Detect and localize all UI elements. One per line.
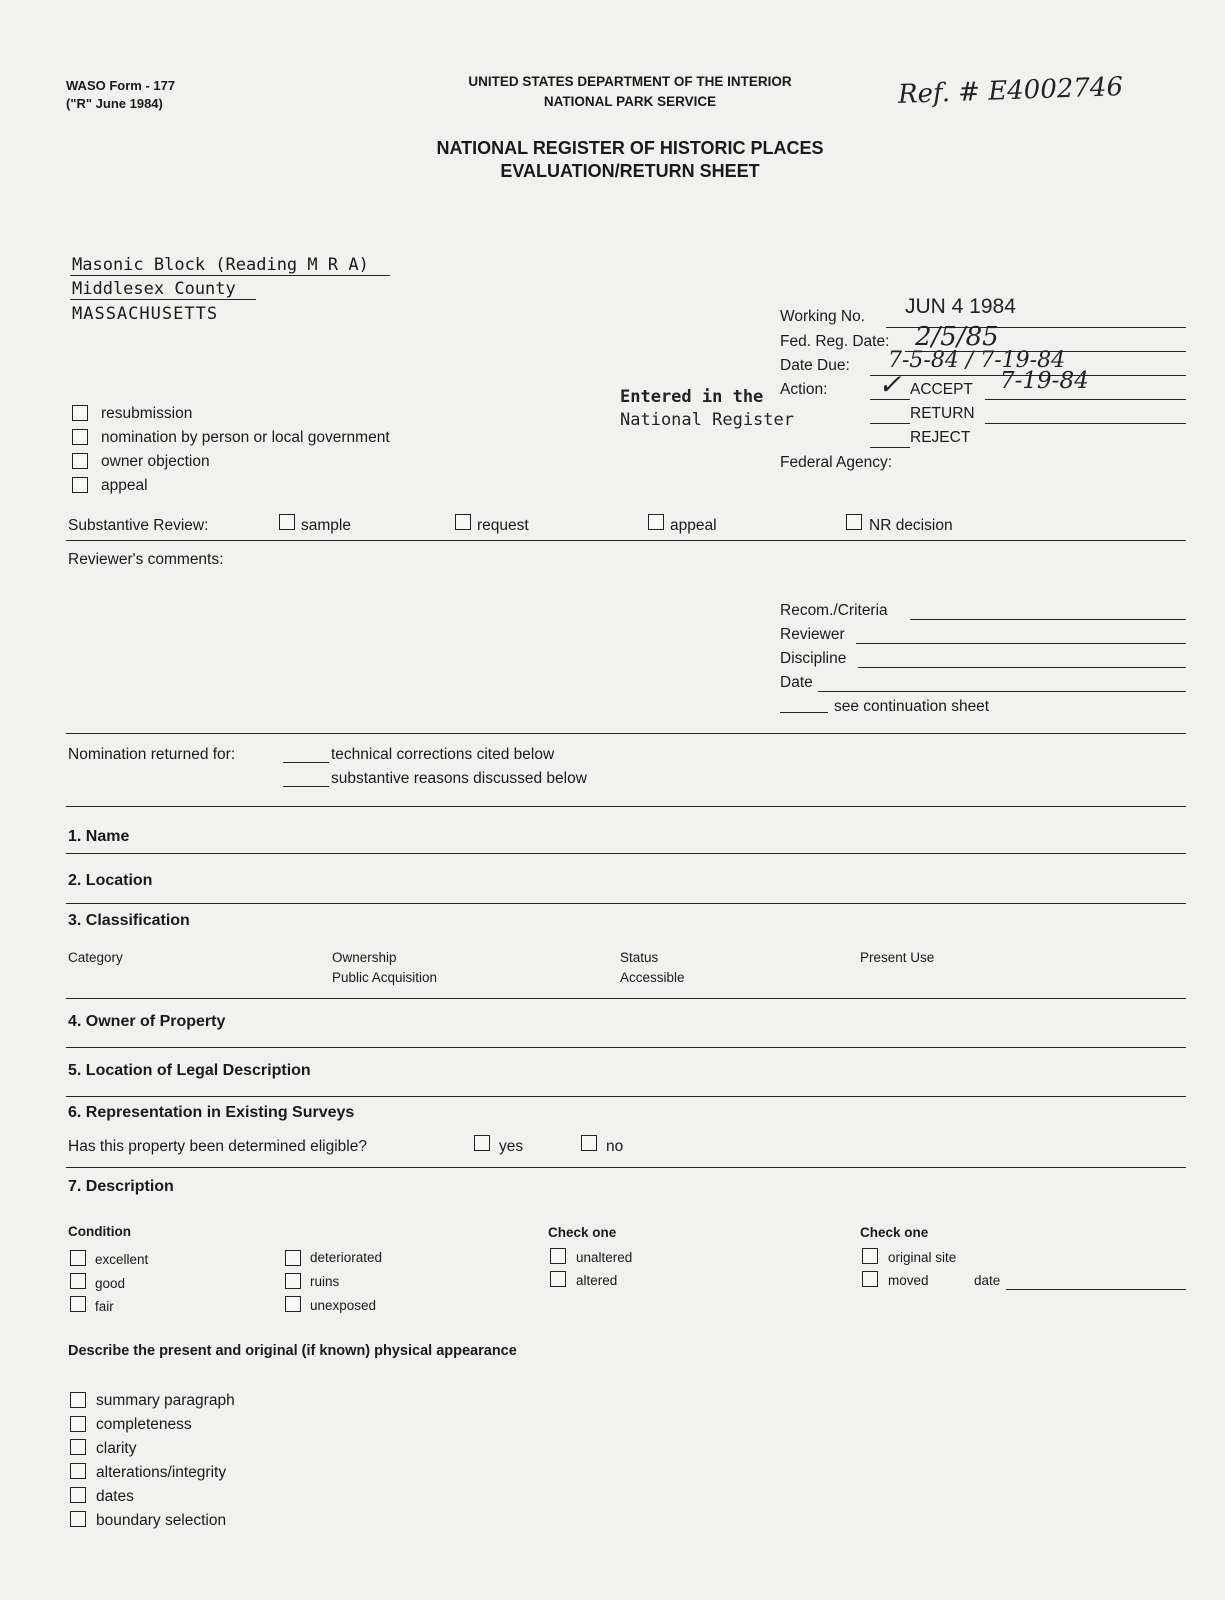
unexposed-label: unexposed <box>310 1298 377 1313</box>
nr-decision-checkbox[interactable] <box>846 514 862 530</box>
check-one-label-1: Check one <box>548 1225 617 1240</box>
form-date: ("R" June 1984) <box>66 96 163 111</box>
reviewer-comments-label: Reviewer's comments: <box>68 551 224 568</box>
technical-corrections-label: technical corrections cited below <box>331 746 555 763</box>
status-label: Status <box>620 950 659 965</box>
fed-reg-date-label: Fed. Reg. Date: <box>780 333 890 350</box>
continuation-label: see continuation sheet <box>834 698 990 715</box>
reviewer-label: Reviewer <box>780 626 845 643</box>
divider <box>66 853 1186 854</box>
return-label[interactable]: RETURN <box>910 405 975 422</box>
owner-objection-label: owner objection <box>101 453 210 470</box>
moved-checkbox[interactable] <box>862 1271 878 1287</box>
working-no-label: Working No. <box>780 308 865 325</box>
entered-stamp-line2: National Register <box>620 410 794 430</box>
federal-agency-label: Federal Agency: <box>780 454 893 471</box>
moved-date-label: date <box>974 1273 1001 1288</box>
property-name-underline <box>70 275 390 276</box>
accept-date-line <box>985 399 1186 400</box>
reviewer-date-line[interactable] <box>818 691 1186 692</box>
boundary-selection-label: boundary selection <box>96 1512 227 1529</box>
page-subtitle: EVALUATION/RETURN SHEET <box>500 161 760 181</box>
form-number: WASO Form - 177 <box>66 78 176 93</box>
divider <box>66 806 1186 807</box>
completeness-label: completeness <box>96 1416 192 1433</box>
service-name: NATIONAL PARK SERVICE <box>543 94 717 109</box>
section-legal-description-heading: 5. Location of Legal Description <box>68 1062 311 1079</box>
good-label: good <box>95 1276 126 1291</box>
property-county: Middlesex County <box>72 279 236 299</box>
deteriorated-checkbox[interactable] <box>285 1250 301 1266</box>
alterations-integrity-label: alterations/integrity <box>96 1464 227 1481</box>
original-site-label: original site <box>888 1250 957 1265</box>
alterations-integrity-checkbox[interactable] <box>70 1463 86 1479</box>
appearance-label: Describe the present and original (if known) physical appearance <box>68 1343 517 1359</box>
section-classification-heading: 3. Classification <box>68 912 190 929</box>
section-description-heading: 7. Description <box>68 1178 174 1195</box>
sample-checkbox[interactable] <box>279 514 295 530</box>
page-title: NATIONAL REGISTER OF HISTORIC PLACES <box>436 138 824 158</box>
property-county-underline <box>70 299 256 300</box>
divider <box>66 998 1186 999</box>
ruins-label: ruins <box>310 1274 340 1289</box>
present-use-label: Present Use <box>860 950 935 965</box>
accept-check-mark: ✓ <box>878 368 902 401</box>
substantive-review-label: Substantive Review: <box>68 517 209 534</box>
substantive-reasons-line[interactable] <box>283 786 329 787</box>
department-name: UNITED STATES DEPARTMENT OF THE INTERIOR <box>468 74 792 89</box>
unaltered-checkbox[interactable] <box>550 1248 566 1264</box>
request-checkbox[interactable] <box>455 514 471 530</box>
divider <box>66 1167 1186 1168</box>
section-name-heading: 1. Name <box>68 828 130 845</box>
property-state: MASSACHUSETTS <box>72 304 219 324</box>
request-label: request <box>477 517 529 534</box>
altered-label: altered <box>576 1273 618 1288</box>
appeal-checkbox[interactable] <box>72 477 88 493</box>
eligible-yes-checkbox[interactable] <box>474 1135 490 1151</box>
moved-date-line[interactable] <box>1006 1289 1186 1290</box>
return-date-line <box>985 423 1186 424</box>
reject-label[interactable]: REJECT <box>910 429 971 446</box>
owner-objection-checkbox[interactable] <box>72 453 88 469</box>
working-no-value[interactable]: JUN 4 1984 <box>905 295 1016 318</box>
public-acquisition-label: Public Acquisition <box>332 970 438 985</box>
reviewer-date-label: Date <box>780 674 813 691</box>
summary-paragraph-checkbox[interactable] <box>70 1392 86 1408</box>
discipline-line[interactable] <box>858 667 1186 668</box>
summary-paragraph-label: summary paragraph <box>96 1392 235 1409</box>
divider <box>66 1047 1186 1048</box>
section-location-heading: 2. Location <box>68 872 153 889</box>
technical-corrections-line[interactable] <box>283 762 329 763</box>
date-due-value[interactable]: 7-5-84 / 7-19-84 <box>888 348 1066 373</box>
review-appeal-label: appeal <box>670 517 717 534</box>
nomination-by-person-checkbox[interactable] <box>72 429 88 445</box>
divider <box>66 1096 1186 1097</box>
section-owner-heading: 4. Owner of Property <box>68 1013 226 1030</box>
reviewer-line[interactable] <box>856 643 1186 644</box>
nomination-by-person-label: nomination by person or local government <box>101 429 390 446</box>
ruins-checkbox[interactable] <box>285 1273 301 1289</box>
eligibility-question: Has this property been determined eligible? <box>68 1138 367 1155</box>
appeal-label: appeal <box>101 477 148 494</box>
action-label: Action: <box>780 381 828 398</box>
clarity-checkbox[interactable] <box>70 1439 86 1455</box>
dates-label: dates <box>96 1488 134 1505</box>
accept-date[interactable]: 7-19-84 <box>1000 368 1089 394</box>
discipline-label: Discipline <box>780 650 847 667</box>
divider <box>66 733 1186 734</box>
category-label: Category <box>68 950 123 965</box>
original-site-checkbox[interactable] <box>862 1248 878 1264</box>
section-surveys-heading: 6. Representation in Existing Surveys <box>68 1104 355 1121</box>
entered-stamp-line1: Entered in the <box>620 387 764 407</box>
eligible-no-label: no <box>606 1138 624 1155</box>
accessible-label: Accessible <box>620 970 685 985</box>
unaltered-label: unaltered <box>576 1250 633 1265</box>
boundary-selection-checkbox[interactable] <box>70 1511 86 1527</box>
ownership-label: Ownership <box>332 950 397 965</box>
nr-decision-label: NR decision <box>869 517 953 534</box>
fair-label: fair <box>95 1299 114 1314</box>
eligible-no-checkbox[interactable] <box>581 1135 597 1151</box>
return-line <box>870 423 910 424</box>
accept-label[interactable]: ACCEPT <box>910 381 973 398</box>
date-due-label: Date Due: <box>780 357 850 374</box>
property-name: Masonic Block (Reading M R A) <box>72 255 369 275</box>
reject-line <box>870 447 910 448</box>
ref-number: Ref. # E4002746 <box>897 72 1124 110</box>
recom-criteria-line[interactable] <box>910 619 1186 620</box>
excellent-label: excellent <box>95 1252 149 1267</box>
altered-checkbox[interactable] <box>550 1271 566 1287</box>
clarity-label: clarity <box>96 1440 137 1457</box>
nomination-returned-label: Nomination returned for: <box>68 746 236 763</box>
check-one-label-2: Check one <box>860 1225 929 1240</box>
unexposed-checkbox[interactable] <box>285 1296 301 1312</box>
divider <box>66 540 1186 541</box>
excellent-checkbox[interactable] <box>70 1250 86 1266</box>
resubmission-label: resubmission <box>101 405 193 422</box>
recom-criteria-label: Recom./Criteria <box>780 602 888 619</box>
condition-label: Condition <box>68 1224 131 1239</box>
divider <box>66 903 1186 904</box>
review-appeal-checkbox[interactable] <box>648 514 664 530</box>
deteriorated-label: deteriorated <box>310 1250 383 1265</box>
sample-label: sample <box>301 517 351 534</box>
completeness-checkbox[interactable] <box>70 1416 86 1432</box>
eligible-yes-label: yes <box>499 1138 524 1155</box>
fair-checkbox[interactable] <box>70 1296 86 1312</box>
continuation-line[interactable] <box>780 712 828 713</box>
good-checkbox[interactable] <box>70 1273 86 1289</box>
fed-reg-date-value[interactable]: 2/5/85 <box>915 322 999 352</box>
dates-checkbox[interactable] <box>70 1487 86 1503</box>
substantive-reasons-label: substantive reasons discussed below <box>331 770 587 787</box>
resubmission-checkbox[interactable] <box>72 405 88 421</box>
moved-label: moved <box>888 1273 929 1288</box>
